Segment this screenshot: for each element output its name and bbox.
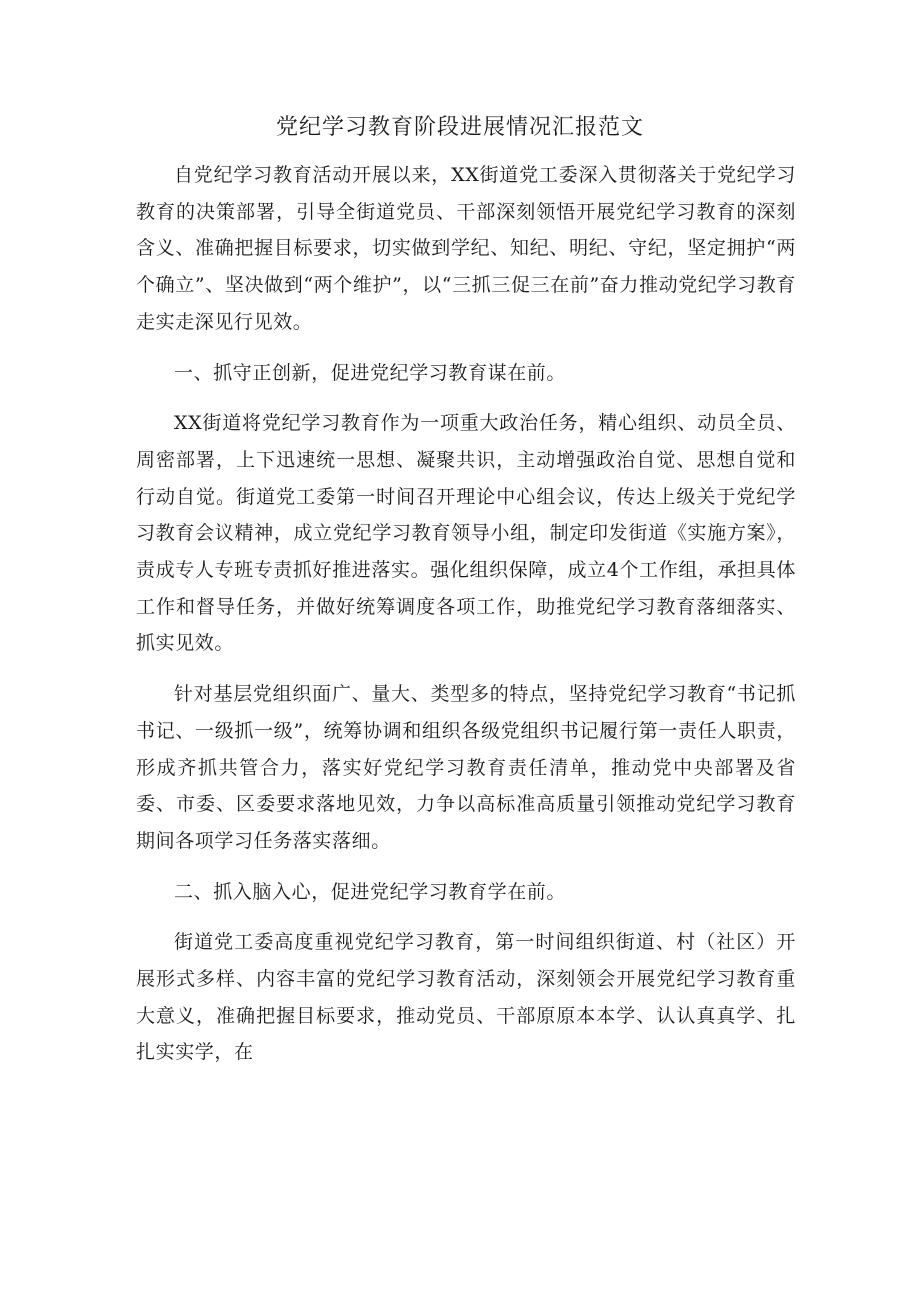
paragraph-intro: 自党纪学习教育活动开展以来，XX街道党工委深入贯彻落关于党纪学习教育的决策部署，引导全街道党员、干部深刻领悟开展党纪学习教育的深刻含义、准确把握目标要求，切实做到学纪、知纪、明纪、守纪，坚定拥护“两个确立”、坚决做到“两个维护”，以“三抓三促三在前”奋力推动党纪学习教育走实走深见行见效。 xyxy=(136,164,796,333)
section-heading-1: 一、抓守正创新，促进党纪学习教育谋在前。 xyxy=(174,361,567,384)
section-heading-2: 二、抓入脑入心，促进党纪学习教育学在前。 xyxy=(174,880,567,903)
paragraph: 街道党工委高度重视党纪学习教育，第一时间组织街道、村（社区）开展形式多样、内容丰富的党纪学习教育活动，深刻领会开展党纪学习教育重大意义，准确把握目标要求，推动党员、干部原原本本学、认认真真学、扎扎实实学，在 xyxy=(136,931,796,1064)
document-title: 党纪学习教育阶段进展情况汇报范文 xyxy=(275,115,644,140)
document-body xyxy=(136,157,796,1085)
paragraph: 针对基层党组织面广、量大、类型多的特点，坚持党纪学习教育“书记抓书记、一级抓一级”，统筹协调和组织各级党组织书记履行第一责任人职责，形成齐抓共管合力，落实好党纪学习教育责任清单，推动党中央部署及省委、市委、区委要求落地见效，力争以高标准高质量引领推动党纪学习教育期间各项学习任务落实落细。 xyxy=(136,683,796,852)
paragraph: XX街道将党纪学习教育作为一项重大政治任务，精心组织、动员全员、周密部署，上下迅速统一思想、凝聚共识，主动增强政治自觉、思想自觉和行动自觉。街道党工委第一时间召开理论中心组会议，传达上级关于党纪学习教育会议精神，成立党纪学习教育领导小组，制定印发街道《实施方案》，责成专人专班专责抓好推进落实。强化组织保障，成立4个工作组，承担具体工作和督导任务，并做好统筹调度各项工作，助推党纪学习教育落细落实、抓实见效。 xyxy=(136,412,796,655)
